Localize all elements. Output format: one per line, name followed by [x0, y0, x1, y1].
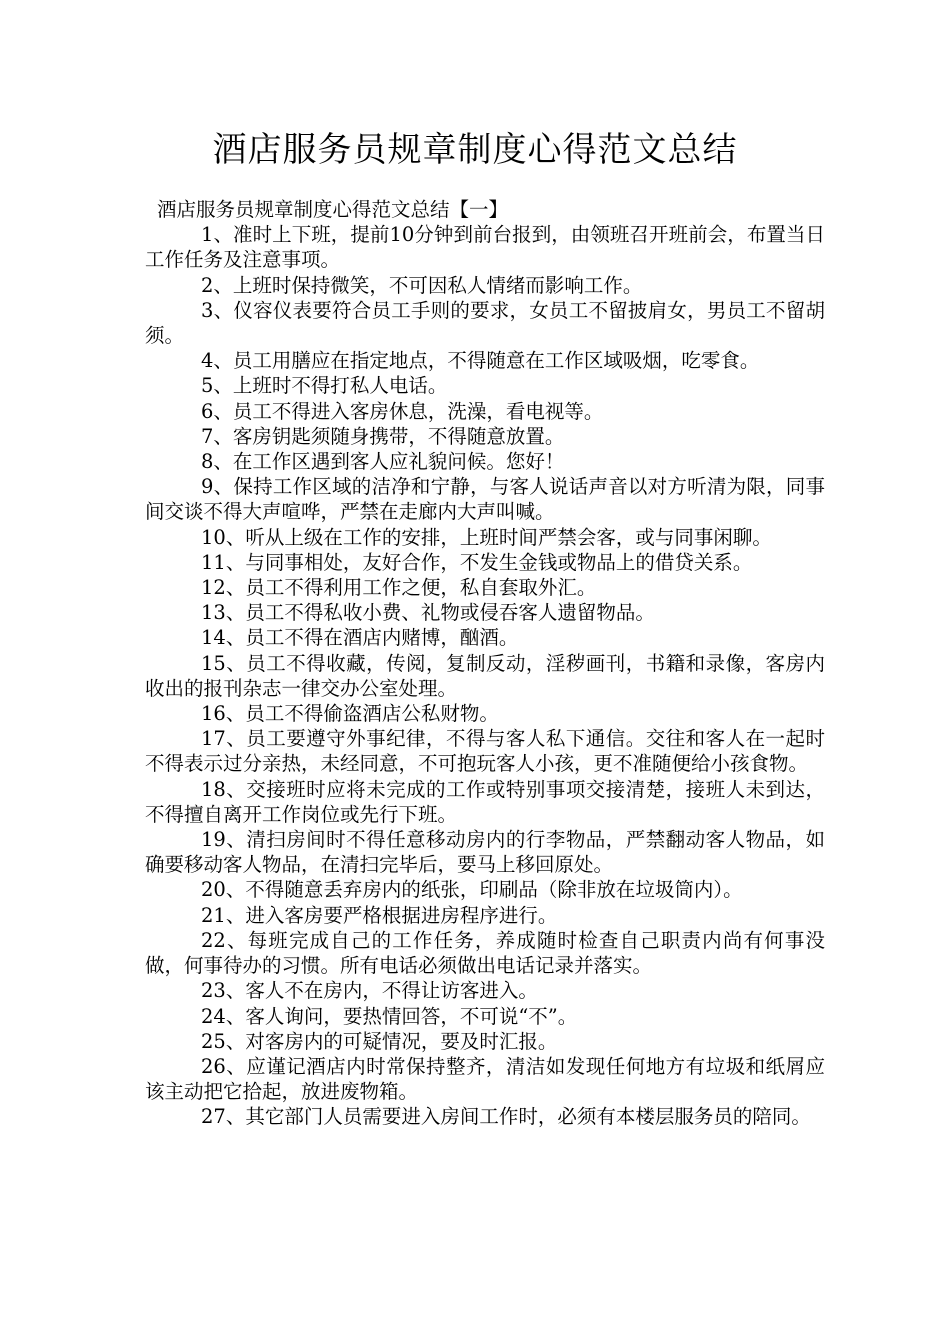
rule-paragraph: 12、员工不得利用工作之便，私自套取外汇。 — [201, 576, 597, 600]
rule-paragraph: 21、进入客房要严格根据进房程序进行。 — [201, 903, 558, 927]
rule-paragraph: 20、不得随意丢弃房内的纸张，印刷品（除非放在垃圾筒内）。 — [201, 878, 743, 902]
rule-paragraph: 25、对客房内的可疑情况，要及时汇报。 — [201, 1029, 558, 1053]
rule-paragraph: 11、与同事相处，友好合作，不发生金钱或物品上的借贷关系。 — [201, 550, 753, 574]
rule-paragraph: 2、上班时保持微笑，不可因私人情绪而影响工作。 — [201, 273, 643, 297]
rule-paragraph: 4、员工用膳应在指定地点，不得随意在工作区域吸烟，吃零食。 — [201, 349, 760, 373]
rule-paragraph: 6、员工不得进入客房休息，洗澡，看电视等。 — [201, 399, 604, 423]
rule-paragraph: 13、员工不得私收小费、礼物或侵吞客人遗留物品。 — [201, 601, 655, 625]
page-title: 酒店服务员规章制度心得范文总结 — [212, 130, 738, 170]
rule-paragraph: 5、上班时不得打私人电话。 — [201, 374, 448, 398]
rule-paragraph: 17、员工要遵守外事纪律，不得与客人私下通信。交往和客人在一起时不得表示过分亲热，未经同意，不可抱玩客人小孩，更不准随便给小孩食物。 — [145, 727, 825, 776]
rule-paragraph: 1、准时上下班，提前10分钟到前台报到，由领班召开班前会，布置当日工作任务及注意事项。 — [145, 223, 825, 272]
rule-paragraph: 19、清扫房间时不得任意移动房内的行李物品，严禁翻动客人物品，如确要移动客人物品，在清扫完毕后，要马上移回原处。 — [145, 828, 825, 877]
document-body — [145, 197, 825, 1130]
rule-paragraph: 27、其它部门人员需要进入房间工作时，必须有本楼层服务员的陪同。 — [201, 1105, 811, 1129]
rule-paragraph: 10、听从上级在工作的安排，上班时间严禁会客，或与同事闲聊。 — [201, 525, 772, 549]
rule-paragraph: 23、客人不在房内，不得让访客进入。 — [201, 979, 538, 1003]
rule-paragraph: 26、应谨记酒店内时常保持整齐，清洁如发现任何地方有垃圾和纸屑应该主动把它拾起，放进废物箱。 — [145, 1054, 825, 1104]
rule-paragraph: 22、每班完成自己的工作任务，养成随时检查自己职责内尚有何事没做，何事待办的习惯。所有电话必须做出电话记录并落实。 — [145, 928, 825, 978]
rule-paragraph: 9、保持工作区域的洁净和宁静，与客人说话声音以对方听清为限，同事间交谈不得大声喧哗，严禁在走廊内大声叫喊。 — [145, 475, 825, 524]
rule-paragraph: 16、员工不得偷盗酒店公私财物。 — [201, 702, 499, 726]
rule-paragraph: 3、仪容仪表要符合员工手则的要求，女员工不留披肩女，男员工不留胡须。 — [145, 298, 825, 348]
rule-paragraph: 8、在工作区遇到客人应礼貌问候。您好！ — [201, 450, 565, 474]
rule-paragraph: 14、员工不得在酒店内赌博，酗酒。 — [201, 626, 519, 650]
rule-paragraph: 24、客人询问，要热情回答，不可说“不”。 — [201, 1004, 578, 1028]
section-heading: 酒店服务员规章制度心得范文总结【一】 — [157, 198, 509, 221]
rule-paragraph: 7、客房钥匙须随身携带，不得随意放置。 — [201, 424, 565, 448]
rule-paragraph: 18、交接班时应将未完成的工作或特别事项交接清楚，接班人未到达，不得擅自离开工作岗位或先行下班。 — [145, 777, 825, 826]
rule-paragraph: 15、员工不得收藏，传阅，复制反动，淫秽画刊，书籍和录像，客房内收出的报刊杂志一律交办公室处理。 — [145, 651, 825, 700]
